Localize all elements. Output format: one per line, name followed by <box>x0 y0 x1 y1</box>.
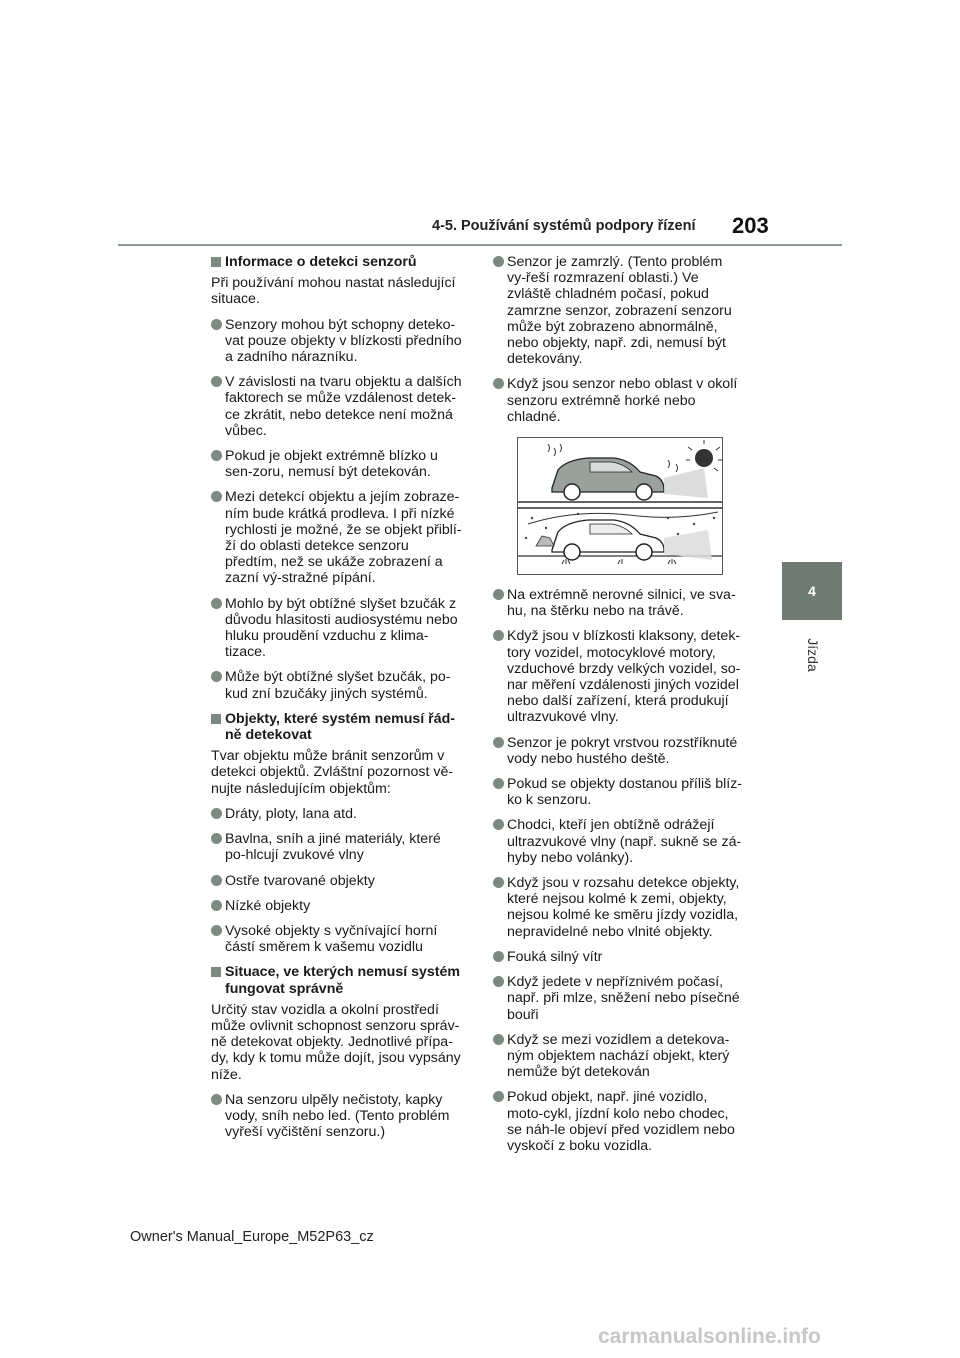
section-intro: Určitý stav vozidla a okolní prostředí může ovlivnit schopnost senzoru správ-ně detekovat objekty. Jednotlivé přípa-dy, kdy k tomu může dojít, jsou vypsány níže. <box>211 1001 461 1083</box>
list-item: Na extrémně nerovné silnici, ve sva-hu, na štěrku nebo na trávě. <box>493 587 745 619</box>
list-item: Vysoké objekty s vyčnívající horní částí směrem k vašemu vozidlu <box>211 923 463 955</box>
list-item: Když jsou v blízkosti klaksony, detek-tory vozidel, motocyklové motory, vzduchové brzdy velkých vozidel, so-nar měření vzdálenosti jiných vozidel nebo další zařízení, která produkují ultrazvukové vlny. <box>493 628 745 725</box>
car-illustration-svg <box>518 438 722 574</box>
header-divider <box>118 244 842 246</box>
list-item: Pokud objekt, např. jiné vozidlo, moto-cykl, jízdní kolo nebo chodec, se náh-le objeví před vozidlem nebo vyskočí z boku vozidla. <box>493 1089 745 1154</box>
list-item: Když jsou v rozsahu detekce objekty, které nejsou kolmé k zemi, objekty, nejsou kolmé ke směru jízdy vozidla, nepravidelné nebo vlnité objekty. <box>493 875 745 940</box>
list-item: Pokud je objekt extrémně blízko u sen-zoru, nemusí být detekován. <box>211 448 463 480</box>
section-title-malfunction-situations: Situace, ve kterých nemusí systém fungovat správně <box>211 964 463 996</box>
hot-weather-scene <box>518 440 722 502</box>
page-number: 203 <box>732 213 769 238</box>
list-item: Chodci, kteří jen obtížně odrážejí ultrazvukové vlny (např. sukně se zá-hyby nebo volánky). <box>493 817 745 866</box>
chapter-label-text: Jízda <box>805 638 821 672</box>
watermark: carmanualsonline.info <box>598 1325 821 1348</box>
list-item: Mezi detekcí objektu a jejím zobraze-ním bude krátká prodleva. I při nízké rychlosti je možné, že se objekt přiblí-ží do oblasti detekce senzoru předtím, než se ukáže zobrazení a zazní vý-stražné pípání. <box>211 489 463 586</box>
list-item: Senzor je pokryt vrstvou rozstříknuté vody nebo hustého deště. <box>493 735 745 767</box>
list-item: Pokud se objekty dostanou příliš blíz-ko k senzoru. <box>493 776 745 808</box>
footer-manual-id: Owner's Manual_Europe_M52P63_cz <box>130 1229 374 1245</box>
list-item: Senzor je zamrzlý. (Tento problém vy-řeší rozmrazení oblasti.) Ve zvláště chladném počasí, pokud zamrzne senzor, zobrazení senzoru může být zobrazeno abnormálně, nebo objekty, např. zdi, nemusí být detekovány. <box>493 254 745 367</box>
list-item: Když se mezi vozidlem a detekova-ným objektem nachází objekt, který nemůže být detekován <box>493 1032 745 1081</box>
list-item: Mohlo by být obtížné slyšet bzučák z důvodu hlasitosti audiosystému nebo hluku proudění vzduchu z klima-tizace. <box>211 596 463 661</box>
list-item: Dráty, ploty, lana atd. <box>211 806 463 822</box>
chapter-tab[interactable]: 4 <box>782 562 842 620</box>
list-item: Senzory mohou být schopny deteko-vat pouze objekty v blízkosti předního a zadního nárazníku. <box>211 317 463 366</box>
list-item: Když jsou senzor nebo oblast v okolí senzoru extrémně horké nebo chladné. <box>493 376 745 425</box>
list-item: Na senzoru ulpěly nečistoty, kapky vody, sníh nebo led. (Tento problém vyřeší vyčištění senzoru.) <box>211 1092 463 1141</box>
sensor-conditions-illustration <box>517 437 723 575</box>
list-item: Když jedete v nepříznivém počasí, např. při mlze, sněžení nebo písečné bouři <box>493 974 745 1023</box>
list-item: V závislosti na tvaru objektu a dalších faktorech se může vzdálenost detek-ce zkrátit, nebo detekce není možná vůbec. <box>211 374 463 439</box>
list-item: Bavlna, sníh a jiné materiály, které po-hlcují zvukové vlny <box>211 831 463 863</box>
list-item: Nízké objekty <box>211 898 463 914</box>
chapter-label <box>798 630 828 680</box>
list-item: Může být obtížné slyšet bzučák, po-kud zní bzučáky jiných systémů. <box>211 669 463 701</box>
list-item: Ostře tvarované objekty <box>211 873 463 889</box>
section-intro: Při používání mohou nastat následující situace. <box>211 275 456 308</box>
section-intro: Tvar objektu může bránit senzorům v detekci objektů. Zvláštní pozornost vě-nujte následujícím objektům: <box>211 748 454 797</box>
left-column <box>211 254 463 1149</box>
section-title-sensor-detection: Informace o detekci senzorů <box>211 254 463 270</box>
page-header-title: 4-5. Používání systémů podpory řízení <box>432 218 696 234</box>
section-title-undetected-objects: Objekty, které systém nemusí řád-ně detekovat <box>211 711 463 743</box>
right-column <box>493 254 745 1163</box>
list-item: Fouká silný vítr <box>493 949 745 965</box>
cold-weather-scene <box>518 508 722 564</box>
